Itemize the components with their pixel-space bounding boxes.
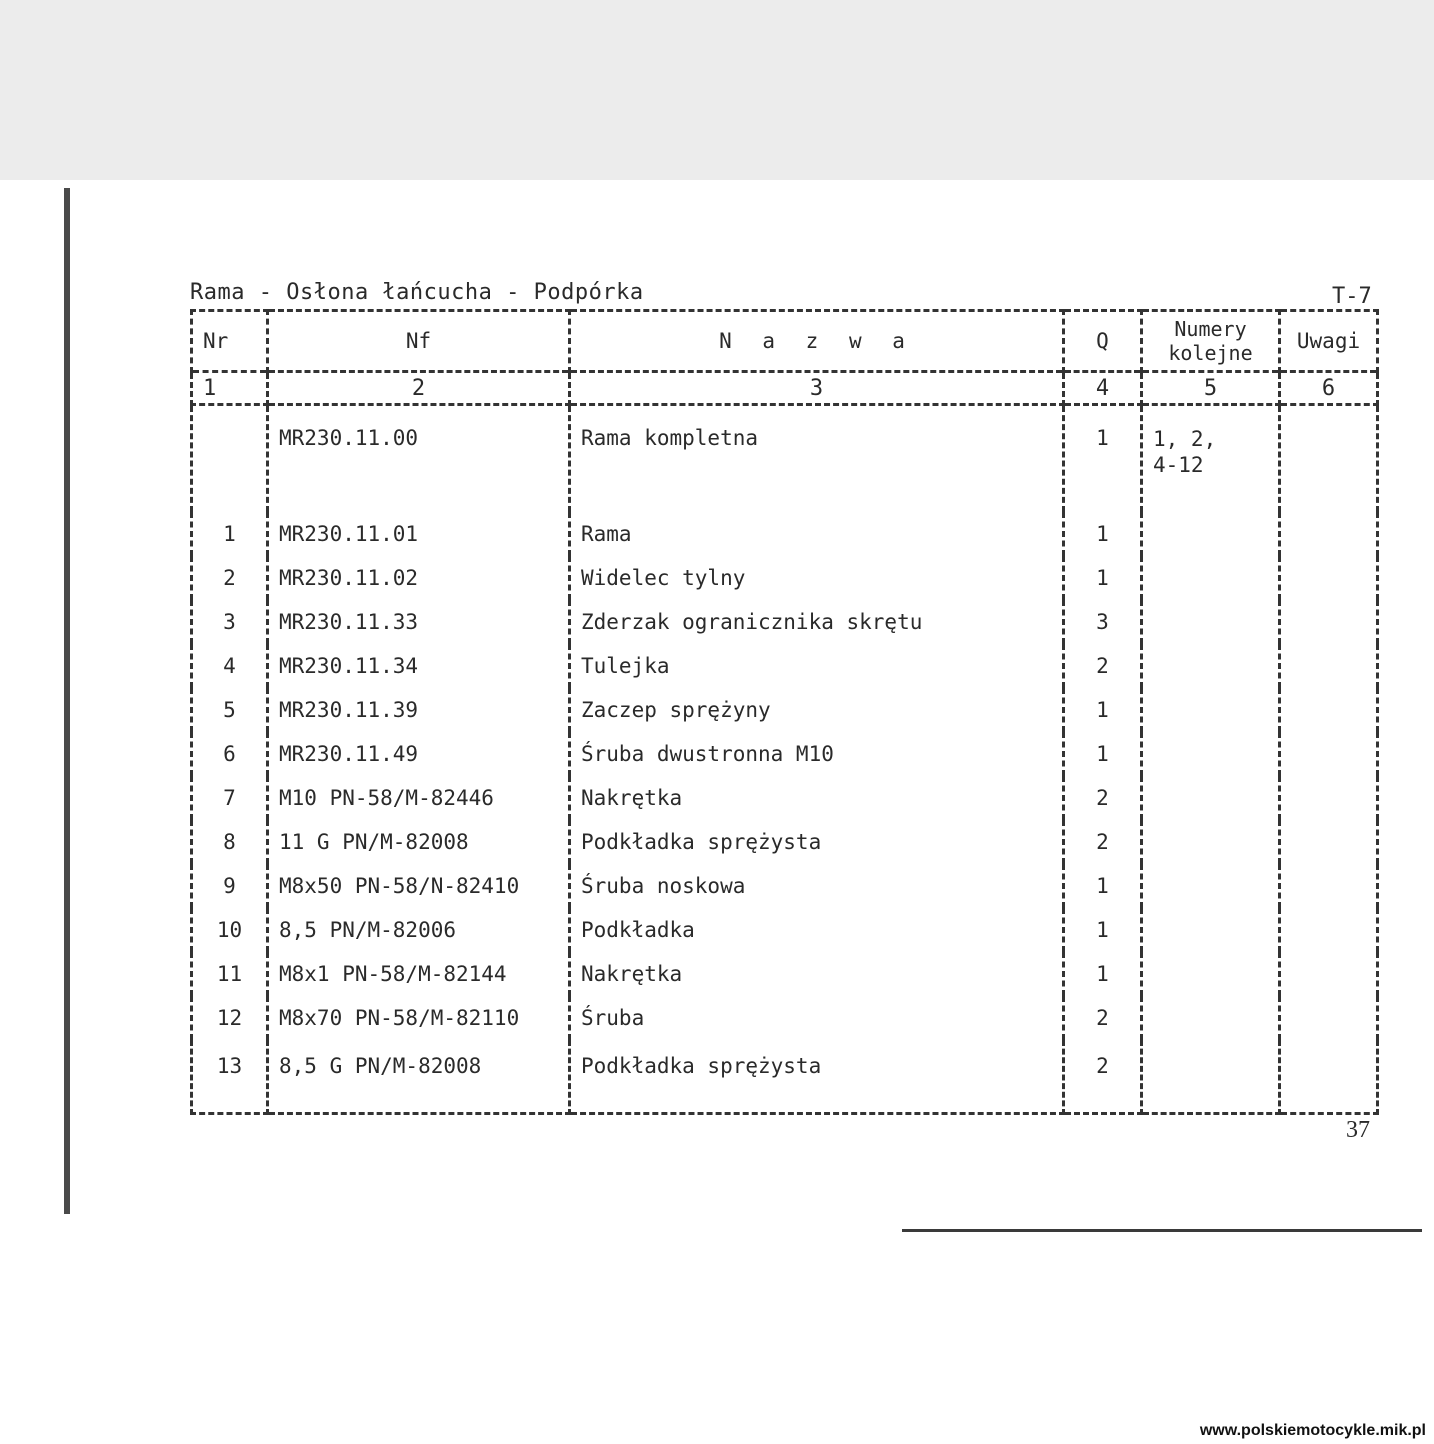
cell-uwagi	[1280, 996, 1378, 1040]
table-row	[192, 776, 1378, 820]
cell-uwagi	[1280, 556, 1378, 600]
cell-uwagi	[1280, 512, 1378, 556]
table-caption: Rama - Osłona łańcucha - Podpórka	[190, 280, 644, 305]
cell-nr: 7	[192, 776, 268, 820]
page-number: 37	[1346, 1117, 1370, 1143]
cell-nr	[192, 405, 268, 513]
table-row	[192, 1040, 1378, 1114]
cell-numery	[1142, 952, 1280, 996]
cell-nr: 11	[192, 952, 268, 996]
cell-nf: M8x50 PN-58/N-82410	[268, 864, 570, 908]
header-uwagi: Uwagi	[1280, 311, 1378, 372]
cell-numery	[1142, 1040, 1280, 1114]
column-number: 2	[268, 372, 570, 405]
cell-nazwa: Rama	[570, 512, 1064, 556]
table-row	[192, 952, 1378, 996]
cell-nf: MR230.11.34	[268, 644, 570, 688]
cell-nf: 11 G PN/M-82008	[268, 820, 570, 864]
cell-q: 2	[1064, 996, 1142, 1040]
column-number: 5	[1142, 372, 1280, 405]
table-code: T-7	[1332, 284, 1372, 309]
cell-q: 1	[1064, 864, 1142, 908]
cell-q: 1	[1064, 732, 1142, 776]
cell-nr: 13	[192, 1040, 268, 1114]
cell-nr: 10	[192, 908, 268, 952]
cell-q: 1	[1064, 405, 1142, 513]
cell-uwagi	[1280, 1040, 1378, 1114]
table-row	[192, 996, 1378, 1040]
table-row	[192, 512, 1378, 556]
cell-nazwa: Podkładka	[570, 908, 1064, 952]
watermark-url: www.polskiemotocykle.mik.pl	[1199, 1422, 1426, 1439]
cell-numery	[1142, 908, 1280, 952]
cell-nazwa: Podkładka sprężysta	[570, 820, 1064, 864]
cell-nazwa: Nakrętka	[570, 952, 1064, 996]
cell-nf: M10 PN-58/M-82446	[268, 776, 570, 820]
cell-nr: 3	[192, 600, 268, 644]
cell-numery-line2: 4-12	[1153, 453, 1204, 477]
parts-table	[190, 309, 1379, 1115]
cell-nazwa: Rama kompletna	[570, 405, 1064, 513]
cell-nr: 5	[192, 688, 268, 732]
cell-q: 1	[1064, 952, 1142, 996]
cell-nazwa: Śruba dwustronna M10	[570, 732, 1064, 776]
cell-q: 1	[1064, 512, 1142, 556]
header-numery-line1: Numery	[1174, 317, 1247, 341]
cell-nf: MR230.11.49	[268, 732, 570, 776]
column-number-row	[192, 372, 1378, 405]
header-nazwa: N a z w a	[570, 311, 1064, 372]
cell-q: 2	[1064, 776, 1142, 820]
table-row	[192, 600, 1378, 644]
column-number: 1	[192, 372, 268, 405]
cell-nr: 2	[192, 556, 268, 600]
cell-nf: MR230.11.01	[268, 512, 570, 556]
cell-uwagi	[1280, 644, 1378, 688]
cell-nr: 8	[192, 820, 268, 864]
cell-numery	[1142, 405, 1280, 513]
cell-nr: 9	[192, 864, 268, 908]
header-numery-line2: kolejne	[1168, 341, 1253, 365]
cell-numery-line1: 1, 2,	[1153, 427, 1217, 451]
cell-nazwa: Śruba	[570, 996, 1064, 1040]
cell-uwagi	[1280, 864, 1378, 908]
table-row	[192, 405, 1378, 513]
cell-numery	[1142, 820, 1280, 864]
scan-top-margin	[0, 0, 1434, 180]
cell-numery	[1142, 864, 1280, 908]
header-nr: Nr	[192, 311, 268, 372]
cell-numery	[1142, 600, 1280, 644]
header-q: Q	[1064, 311, 1142, 372]
cell-uwagi	[1280, 776, 1378, 820]
cell-q: 2	[1064, 644, 1142, 688]
cell-numery	[1142, 512, 1280, 556]
cell-uwagi	[1280, 688, 1378, 732]
cell-nr: 4	[192, 644, 268, 688]
header-nf: Nf	[268, 311, 570, 372]
cell-uwagi	[1280, 820, 1378, 864]
cell-numery	[1142, 776, 1280, 820]
table-row	[192, 864, 1378, 908]
table-row	[192, 688, 1378, 732]
cell-nf: MR230.11.00	[268, 405, 570, 513]
cell-nr: 1	[192, 512, 268, 556]
table-row	[192, 732, 1378, 776]
cell-q: 3	[1064, 600, 1142, 644]
cell-nazwa: Podkładka sprężysta	[570, 1040, 1064, 1114]
cell-nr: 12	[192, 996, 268, 1040]
cell-numery	[1142, 732, 1280, 776]
footer-rule	[902, 1229, 1422, 1232]
table-row	[192, 820, 1378, 864]
cell-uwagi	[1280, 732, 1378, 776]
cell-nazwa: Widelec tylny	[570, 556, 1064, 600]
cell-uwagi	[1280, 600, 1378, 644]
cell-numery	[1142, 556, 1280, 600]
table-row	[192, 556, 1378, 600]
cell-numery	[1142, 996, 1280, 1040]
cell-q: 1	[1064, 556, 1142, 600]
cell-nf: MR230.11.33	[268, 600, 570, 644]
cell-nazwa: Zderzak ogranicznika skrętu	[570, 600, 1064, 644]
cell-numery	[1142, 644, 1280, 688]
cell-q: 2	[1064, 1040, 1142, 1114]
cell-uwagi	[1280, 952, 1378, 996]
column-number: 4	[1064, 372, 1142, 405]
cell-nazwa: Zaczep sprężyny	[570, 688, 1064, 732]
cell-nazwa: Nakrętka	[570, 776, 1064, 820]
cell-q: 1	[1064, 908, 1142, 952]
cell-uwagi	[1280, 405, 1378, 513]
cell-nf: 8,5 G PN/M-82008	[268, 1040, 570, 1114]
cell-nf: 8,5 PN/M-82006	[268, 908, 570, 952]
cell-nf: M8x1 PN-58/M-82144	[268, 952, 570, 996]
cell-uwagi	[1280, 908, 1378, 952]
cell-nazwa: Śruba noskowa	[570, 864, 1064, 908]
column-number: 6	[1280, 372, 1378, 405]
header-row	[192, 311, 1378, 372]
binding-edge	[64, 188, 70, 1214]
column-number: 3	[570, 372, 1064, 405]
cell-numery	[1142, 688, 1280, 732]
cell-nf: MR230.11.02	[268, 556, 570, 600]
header-numery	[1142, 311, 1280, 372]
table-row	[192, 644, 1378, 688]
cell-q: 1	[1064, 688, 1142, 732]
cell-nazwa: Tulejka	[570, 644, 1064, 688]
table-row	[192, 908, 1378, 952]
cell-q: 2	[1064, 820, 1142, 864]
cell-nf: M8x70 PN-58/M-82110	[268, 996, 570, 1040]
cell-nr: 6	[192, 732, 268, 776]
cell-nf: MR230.11.39	[268, 688, 570, 732]
